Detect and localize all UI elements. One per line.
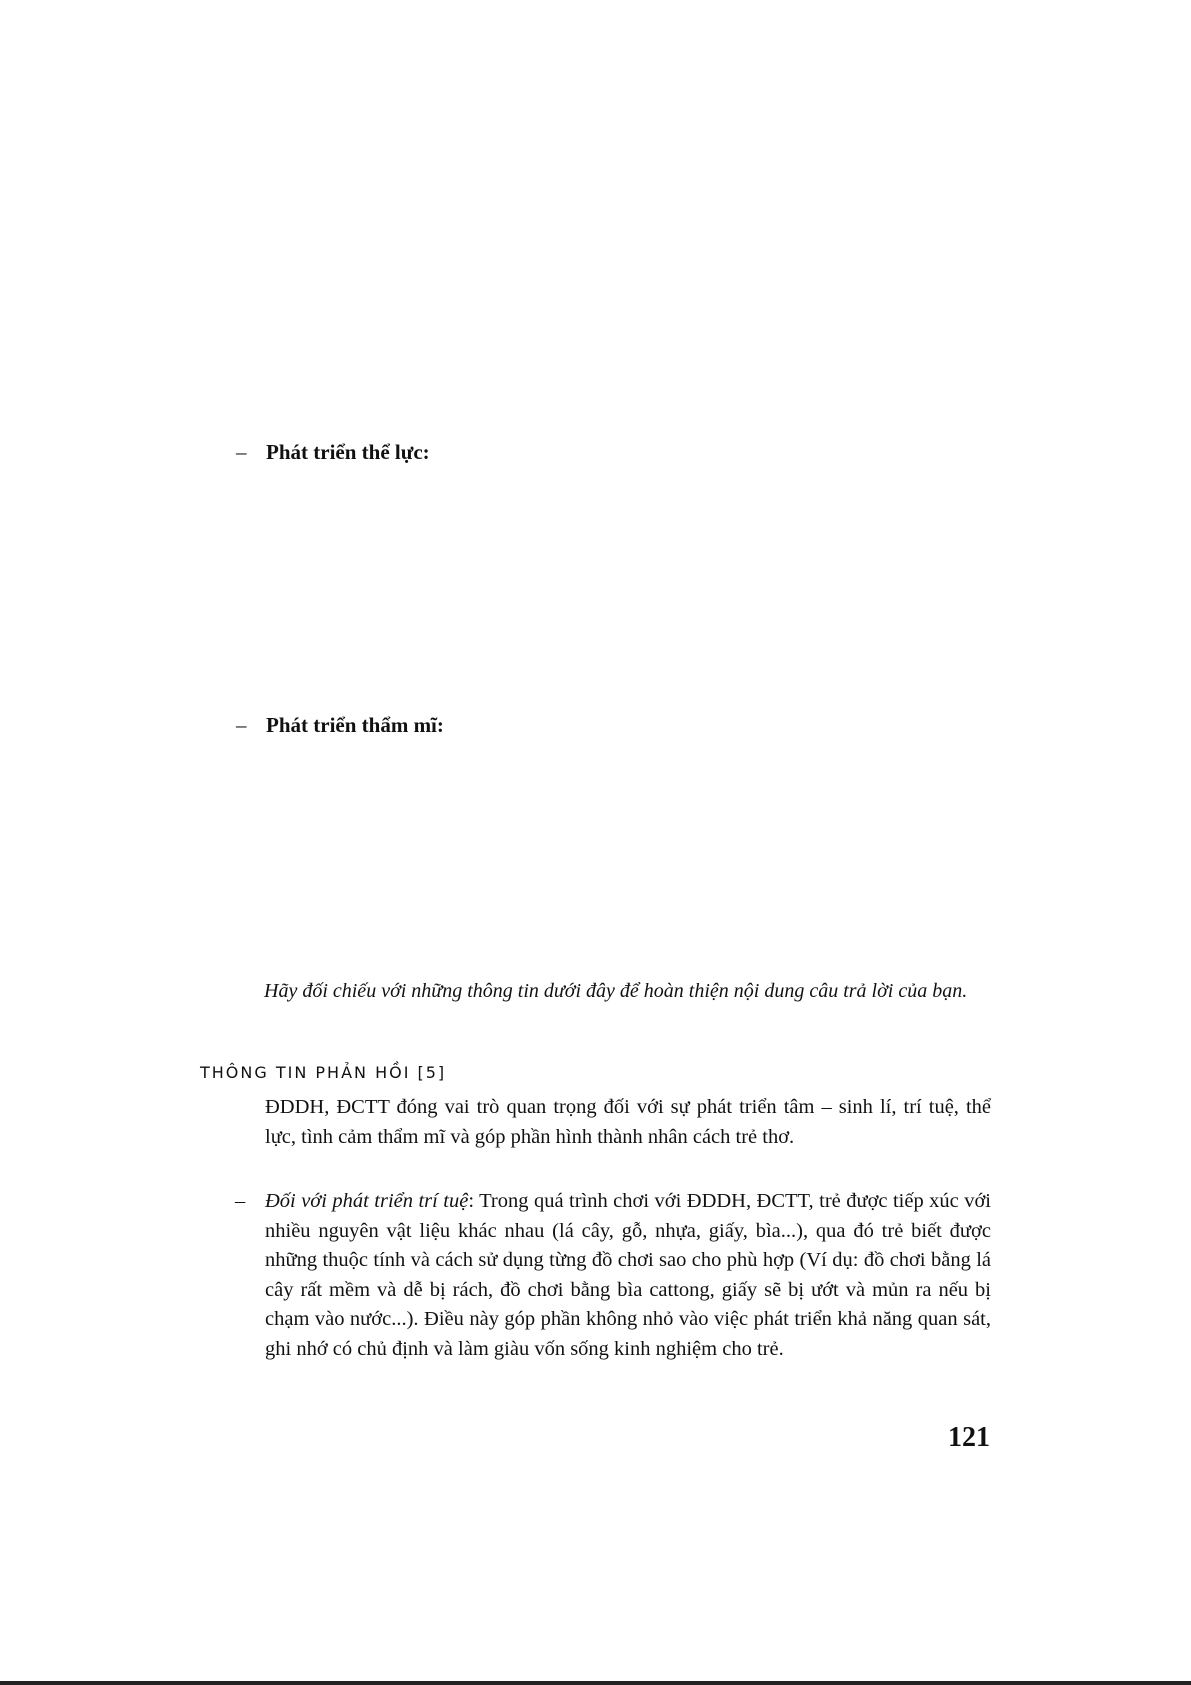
dash-marker: – [236,440,247,464]
bullet-lead: Đối với phát triển trí tuệ [265,1190,469,1212]
dash-marker: – [236,713,247,737]
bottom-border [0,1681,1191,1685]
dash-marker: – [235,1190,246,1212]
instruction-text: Hãy đối chiếu với những thông tin dưới đây để hoàn thiện nội dung câu trả lời của bạn. [264,980,968,1002]
item-label: Phát triển thẩm mĩ: [266,713,444,737]
page-number: 121 [948,1422,990,1453]
item-aesthetic-development [236,711,444,739]
section-heading: THÔNG TIN PHẢN HỒI [5] [200,1063,447,1082]
bullet-text: : Trong quá trình chơi với ĐDDH, ĐCTT, trẻ được tiếp xúc với nhiều nguyên vật liệu khác nhau (lá cây, gỗ, nhựa, giấy, bìa...), qua đó trẻ biết được những thuộc tính và cách sử dụng từng đồ chơi sao cho phù hợp (Ví dụ: đồ chơi bằng lá cây rất mềm và dễ bị rách, đồ chơi bằng bìa cattong, giấy sẽ bị ướt và mủn ra nếu bị chạm vào nước...). Điều này góp phần không nhỏ vào việc phát triển khả năng quan sát, ghi nhớ có chủ định và làm giàu vốn sống kinh nghiệm cho trẻ. [265,1190,991,1360]
intro-paragraph: ĐDDH, ĐCTT đóng vai trò quan trọng đối với sự phát triển tâm – sinh lí, trí tuệ, thể lực, tình cảm thẩm mĩ và góp phần hình thành nhân cách trẻ thơ. [265,1096,991,1148]
item-physical-development [236,438,430,466]
bullet-intellectual-development [235,1187,991,1364]
item-label: Phát triển thể lực: [266,440,430,464]
